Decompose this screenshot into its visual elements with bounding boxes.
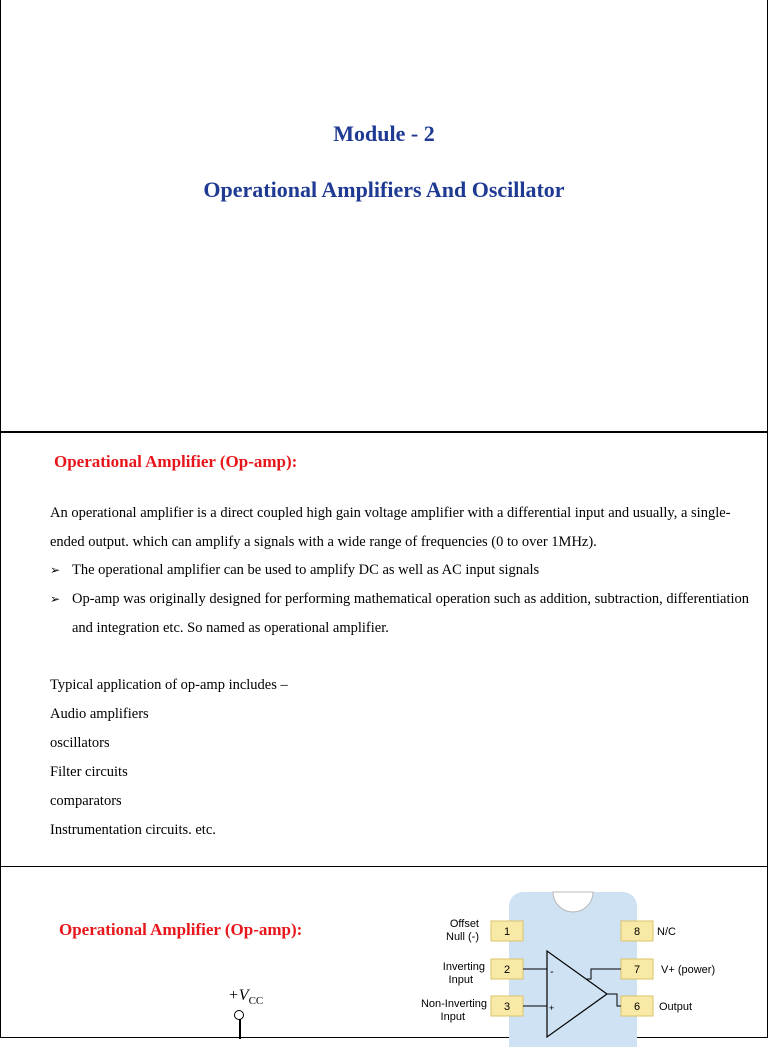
list-item: Audio amplifiers: [50, 706, 149, 722]
bullet-text: Op-amp was originally designed for performing mathematical operation such as addition, subtraction, differentiation and integration etc. So named as operational amplifier.: [72, 591, 750, 636]
pin-number-7: 7: [633, 964, 641, 976]
title-slide: [0, 0, 768, 432]
vcc-subscript: CC: [248, 995, 264, 1008]
pin-1-label-a: Offset: [449, 918, 479, 930]
pin-2-label-a: Inverting: [442, 961, 485, 973]
pin-number-1: 1: [503, 926, 511, 938]
pin-3-label-b: Input: [440, 1011, 465, 1023]
vcc-wire: [239, 1019, 241, 1039]
pin-number-8: 8: [633, 926, 641, 938]
pin-3-label-a: Non-Inverting: [421, 998, 487, 1010]
bullet-list: [50, 556, 750, 643]
pin-1-label-b: Null (-): [446, 931, 479, 943]
arrow-bullet-icon: ➢: [50, 592, 61, 606]
vcc-symbol: +V: [228, 987, 249, 1004]
pin-8-label: N/C: [657, 926, 676, 938]
apps-intro: Typical application of op-amp includes –: [50, 677, 288, 693]
pin-2-label-b: Input: [448, 974, 473, 986]
section-heading: Operational Amplifier (Op-amp):: [59, 920, 303, 939]
pin-number-2: 2: [503, 964, 511, 976]
pin-number-3: 3: [503, 1001, 511, 1013]
pin-7-label: V+ (power): [661, 964, 716, 976]
bullet-text: The operational amplifier can be used to amplify DC as well as AC input signals: [72, 562, 540, 578]
list-item: comparators: [50, 793, 122, 809]
bullet-item: [50, 556, 750, 585]
pin-number-6: 6: [633, 1001, 641, 1013]
list-item: Filter circuits: [50, 764, 128, 780]
module-subtitle: Operational Amplifiers And Oscillator: [203, 177, 565, 202]
module-title: Module - 2: [333, 121, 435, 146]
arrow-bullet-icon: ➢: [50, 563, 61, 577]
list-item: oscillators: [50, 735, 110, 751]
svg-text:-: -: [550, 966, 554, 978]
opamp-pinout-diagram: [421, 887, 721, 1047]
list-item: Instrumentation circuits. etc.: [50, 822, 216, 838]
pin-6-label: Output: [659, 1001, 693, 1013]
intro-slide: [0, 432, 768, 867]
intro-paragraph: An operational amplifier is a direct coupled high gain voltage amplifier with a differential input and usually, a single-ended output. which can amplify a signals with a wide range of frequencies (0 to over 1MHz).: [50, 505, 731, 550]
opamp-diagram-slide: [0, 866, 768, 1038]
bullet-item: [50, 585, 750, 643]
section-heading: Operational Amplifier (Op-amp):: [54, 452, 298, 471]
application-list: [50, 671, 288, 845]
svg-text:+: +: [549, 1003, 555, 1013]
vcc-label: [228, 987, 263, 1007]
